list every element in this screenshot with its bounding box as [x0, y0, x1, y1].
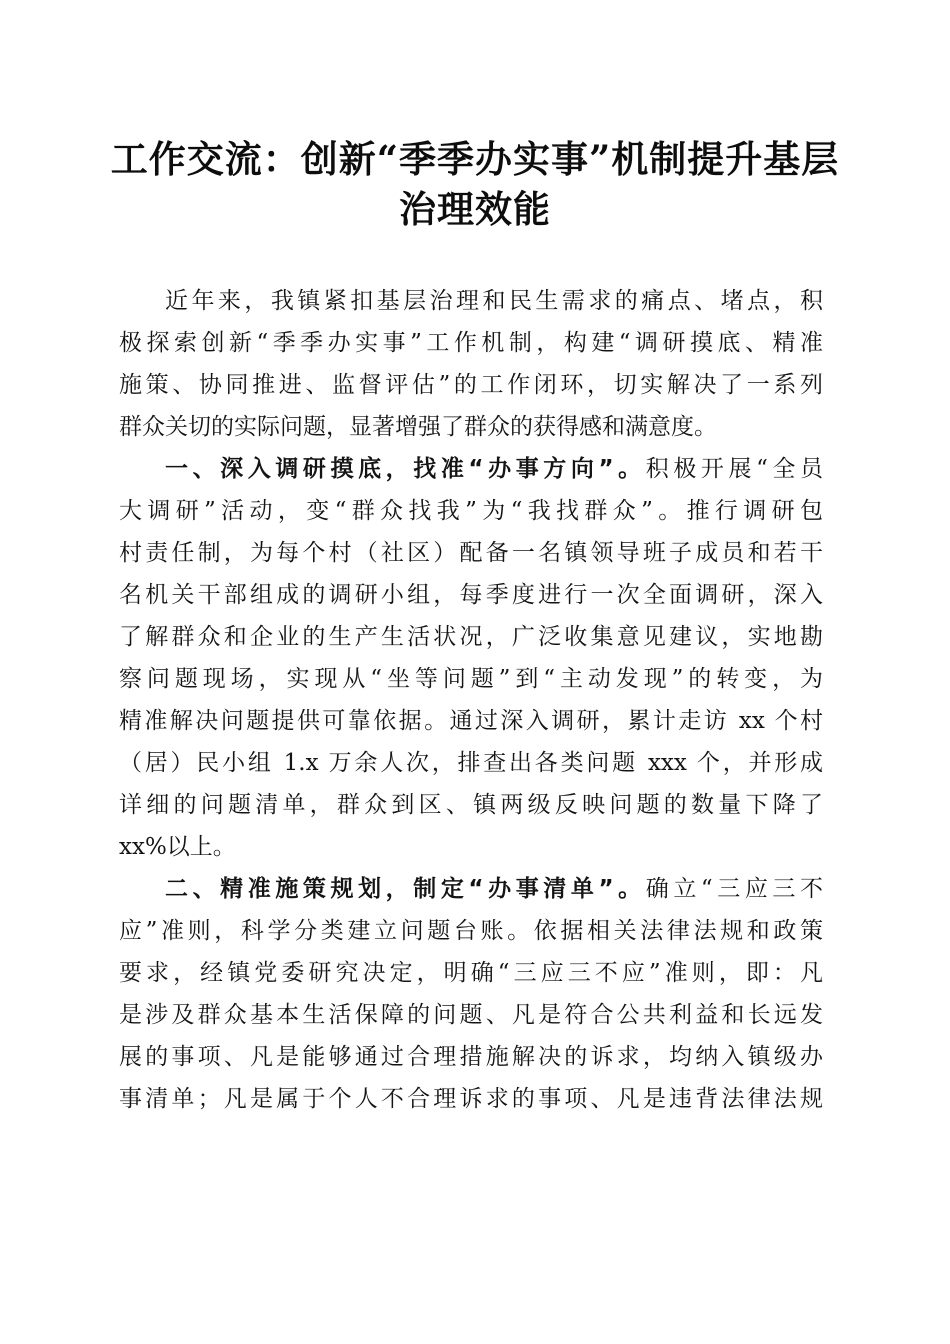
intro-paragraph [119, 280, 823, 448]
text-line: 名机关干部组成的调研小组，每季度进行一次全面调研，深入 [119, 582, 823, 608]
section-one-lead: 积极开展“全员 [645, 456, 823, 482]
text-line [119, 448, 823, 490]
document-body [119, 280, 823, 1120]
text-line: 精准解决问题提供可靠依据。通过深入调研，累计走访 xx 个村 [119, 708, 823, 734]
document-title [100, 134, 850, 234]
text-line: 详细的问题清单，群众到区、镇两级反映问题的数量下降了 [119, 792, 823, 818]
text-line: 极探索创新“季季办实事”工作机制，构建“调研摸底、精准 [119, 330, 823, 356]
text-line: 察问题现场，实现从“坐等问题”到“主动发现”的转变，为 [119, 666, 823, 692]
text-line: 施策、协同推进、监督评估”的工作闭环，切实解决了一系列 [119, 372, 823, 398]
text-line: 近年来，我镇紧扣基层治理和民生需求的痛点、堵点，积 [165, 288, 823, 314]
text-line: 大调研”活动，变“群众找我”为“我找群众”。推行调研包 [119, 498, 823, 524]
section-two-lead: 确立“三应三不 [645, 876, 823, 902]
text-line: 要求，经镇党委研究决定，明确“三应三不应”准则，即：凡 [119, 960, 823, 986]
text-line: 了解群众和企业的生产生活状况，广泛收集意见建议，实地勘 [119, 624, 823, 650]
section-one-heading: 一、深入调研摸底，找准“办事方向”。 [165, 456, 646, 482]
text-line: 群众关切的实际问题，显著增强了群众的获得感和满意度。 [119, 414, 717, 440]
title-line-2: 治理效能 [399, 187, 551, 231]
section-two-paragraph [119, 868, 823, 1120]
section-one-paragraph [119, 448, 823, 868]
text-line: 是涉及群众基本生活保障的问题、凡是符合公共利益和长远发 [119, 1002, 823, 1028]
text-line [119, 868, 823, 910]
text-line: 村责任制，为每个村（社区）配备一名镇领导班子成员和若干 [119, 540, 823, 566]
text-line: （居）民小组 1.x 万余人次，排查出各类问题 xxx 个，并形成 [119, 750, 823, 776]
text-line: xx%以上。 [119, 834, 236, 860]
text-line: 事清单；凡是属于个人不合理诉求的事项、凡是违背法律法规 [119, 1086, 823, 1112]
section-two-heading: 二、精准施策规划，制定“办事清单”。 [165, 876, 646, 902]
text-line: 应”准则，科学分类建立问题台账。依据相关法律法规和政策 [119, 918, 823, 944]
title-line-1: 工作交流：创新“季季办实事”机制提升基层 [110, 137, 840, 181]
text-line: 展的事项、凡是能够通过合理措施解决的诉求，均纳入镇级办 [119, 1044, 823, 1070]
